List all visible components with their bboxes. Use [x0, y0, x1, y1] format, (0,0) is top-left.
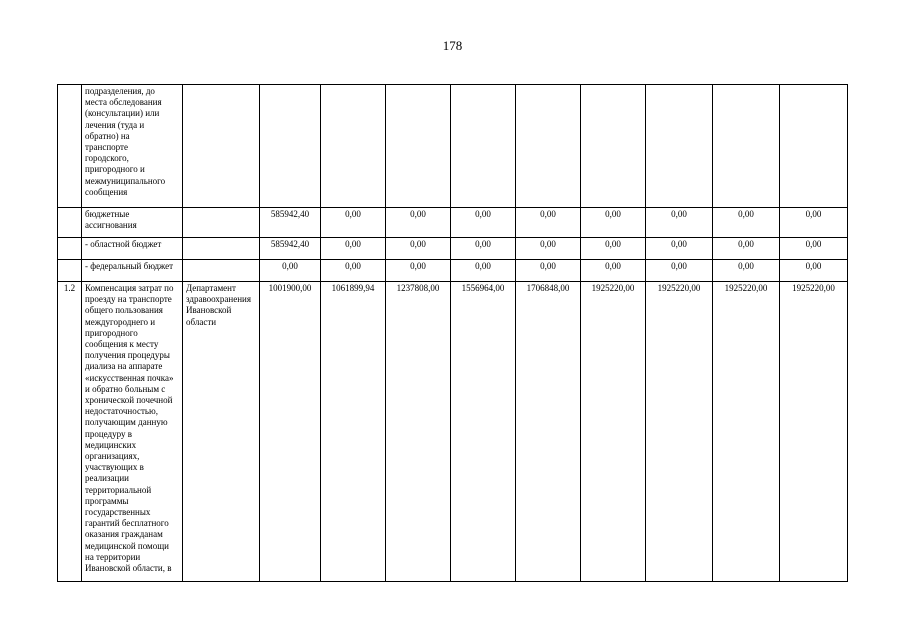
description-line: оказания гражданам [85, 529, 163, 540]
row-executor [183, 238, 260, 260]
value-cell [581, 85, 646, 208]
value-cell: 0,00 [451, 260, 516, 282]
row-executor [183, 282, 260, 582]
value-cell: 0,00 [581, 208, 646, 238]
row-description [82, 282, 183, 582]
value-cell: 0,00 [386, 260, 451, 282]
description-line: организациях, [85, 451, 140, 462]
value-cell: 0,00 [646, 260, 713, 282]
value-cell: 1925220,00 [581, 282, 646, 582]
value-cell: 0,00 [713, 208, 780, 238]
table-row [58, 208, 848, 238]
value-cell: 0,00 [780, 208, 848, 238]
budget-table [57, 84, 848, 582]
description-line: общего пользования [85, 305, 163, 316]
value-cell: 0,00 [780, 260, 848, 282]
table-row [58, 260, 848, 282]
description-line: бюджетные [85, 209, 130, 219]
row-description [82, 260, 183, 282]
description-line: лечения (туда и [85, 119, 145, 130]
table-row [58, 238, 848, 260]
value-cell: 0,00 [451, 208, 516, 238]
row-executor [183, 208, 260, 238]
row-index [58, 208, 82, 238]
description-line: получения процедуры [85, 350, 170, 361]
value-cell: 1925220,00 [713, 282, 780, 582]
value-cell: 0,00 [321, 238, 386, 260]
description-line: ассигнования [85, 220, 137, 231]
value-cell: 0,00 [713, 238, 780, 260]
table-body [58, 85, 848, 582]
value-cell: 0,00 [516, 260, 581, 282]
value-cell: 0,00 [713, 260, 780, 282]
description-line: государственных [85, 507, 151, 518]
value-cell: 0,00 [321, 208, 386, 238]
description-line: программы [85, 495, 129, 506]
description-line: городского, [85, 153, 129, 164]
value-cell [713, 85, 780, 208]
description-line: междугороднего и [85, 316, 156, 327]
description-line: пригородного [85, 327, 138, 338]
value-cell: 585942,40 [260, 208, 321, 238]
row-description [82, 208, 183, 238]
value-cell: 0,00 [646, 238, 713, 260]
row-index [58, 260, 82, 282]
description-line: диализа на аппарате [85, 361, 163, 372]
description-line: на территории [85, 551, 141, 562]
description-line: гарантий бесплатного [85, 518, 169, 529]
description-line: - федеральный бюджет [85, 261, 174, 271]
value-cell: 1925220,00 [646, 282, 713, 582]
description-line: межмуниципального [85, 175, 166, 186]
row-index [58, 238, 82, 260]
value-cell [321, 85, 386, 208]
value-cell: 1925220,00 [780, 282, 848, 582]
value-cell [386, 85, 451, 208]
value-cell: 0,00 [386, 238, 451, 260]
description-line: пригородного и [85, 164, 145, 175]
description-line: места обследования [85, 97, 162, 108]
value-cell: 0,00 [646, 208, 713, 238]
value-cell [451, 85, 516, 208]
description-line: Компенсация затрат по [85, 283, 174, 293]
description-line: обратно) на [85, 130, 130, 141]
row-description [82, 238, 183, 260]
description-line: транспорте [85, 142, 128, 153]
row-description [82, 85, 183, 208]
row-index [58, 85, 82, 208]
value-cell: 0,00 [260, 260, 321, 282]
description-line: реализации [85, 473, 129, 484]
description-line: Ивановской области, в [85, 563, 172, 574]
description-line: подразделения, до [85, 86, 155, 96]
value-cell: 0,00 [581, 260, 646, 282]
description-line: проезду на транспорте [85, 294, 172, 305]
row-executor [183, 260, 260, 282]
description-line: медицинских [85, 439, 137, 450]
executor-line: Ивановской [186, 305, 232, 316]
value-cell: 1556964,00 [451, 282, 516, 582]
value-cell: 0,00 [516, 238, 581, 260]
row-executor [183, 85, 260, 208]
description-line: (консультации) или [85, 108, 160, 119]
description-line: территориальной [85, 484, 152, 495]
description-line: - областной бюджет [85, 239, 162, 249]
description-line: «искусственная почка» [85, 372, 174, 383]
value-cell: 0,00 [780, 238, 848, 260]
value-cell: 0,00 [386, 208, 451, 238]
description-line: и обратно больным с [85, 383, 166, 394]
executor-line: здравоохранения [186, 294, 252, 305]
value-cell: 1061899,94 [321, 282, 386, 582]
page-number: 178 [442, 38, 463, 53]
row-index: 1.2 [58, 282, 82, 582]
executor-line: Департамент [186, 283, 236, 293]
description-line: хронической почечной [85, 395, 173, 406]
value-cell: 0,00 [516, 208, 581, 238]
description-line: сообщения [85, 186, 128, 197]
value-cell: 0,00 [581, 238, 646, 260]
value-cell: 1001900,00 [260, 282, 321, 582]
description-line: недостаточностью, [85, 406, 158, 417]
value-cell [260, 85, 321, 208]
value-cell: 0,00 [451, 238, 516, 260]
description-line: процедуру в [85, 428, 132, 439]
executor-line: области [186, 316, 217, 327]
value-cell [516, 85, 581, 208]
value-cell [646, 85, 713, 208]
value-cell: 1706848,00 [516, 282, 581, 582]
description-line: участвующих в [85, 462, 144, 473]
description-line: получающим данную [85, 417, 168, 428]
value-cell [780, 85, 848, 208]
value-cell: 585942,40 [260, 238, 321, 260]
description-line: сообщения к месту [85, 339, 159, 350]
table-row [58, 85, 848, 208]
value-cell: 1237808,00 [386, 282, 451, 582]
description-line: медицинской помощи [85, 540, 169, 551]
table-row [58, 282, 848, 582]
value-cell: 0,00 [321, 260, 386, 282]
